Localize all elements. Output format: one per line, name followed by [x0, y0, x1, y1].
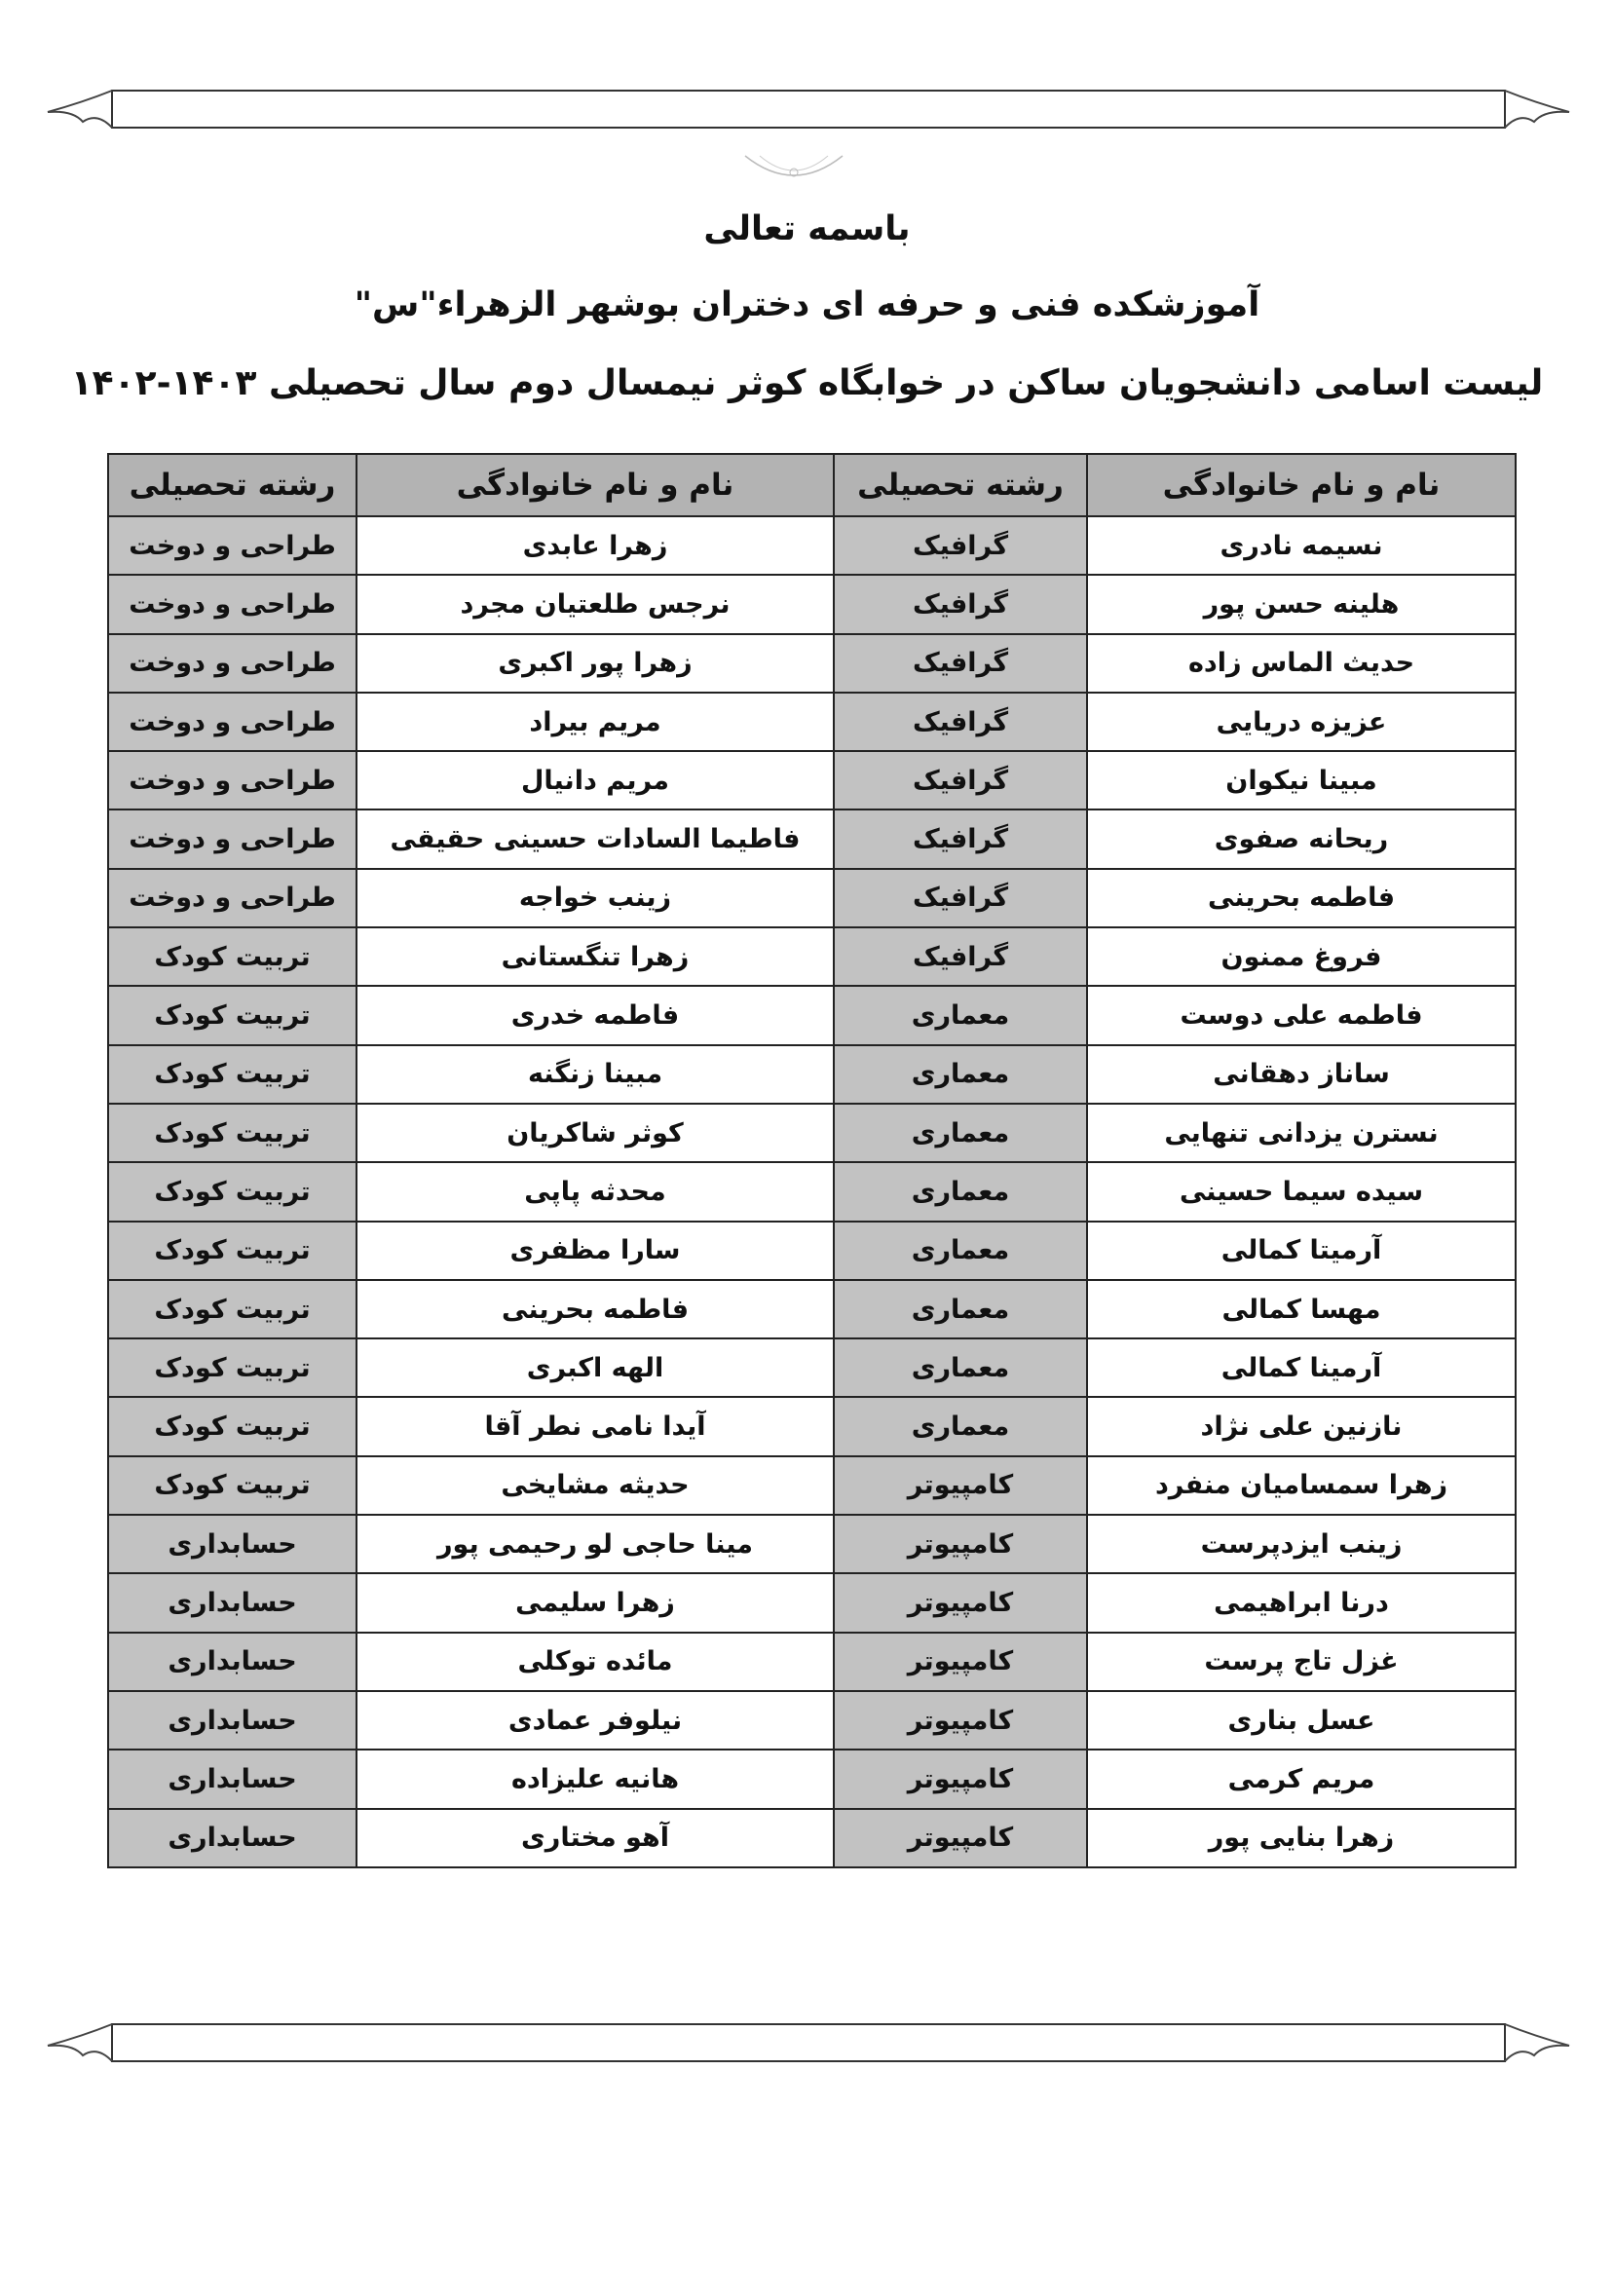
table-row [108, 1691, 1516, 1750]
student-name-1: نازنین علی نژاد [1087, 1397, 1516, 1455]
student-name-1: زهرا سمسامیان منفرد [1087, 1456, 1516, 1515]
student-field-2: حسابداری [108, 1573, 357, 1632]
student-name-1: آرمیتا کمالی [1087, 1222, 1516, 1280]
student-name-1: سیده سیما حسینی [1087, 1162, 1516, 1221]
student-field-1: گرافیک [834, 575, 1087, 633]
student-name-2: مبینا زنگنه [357, 1045, 834, 1104]
table-row [108, 1750, 1516, 1808]
student-field-1: کامپیوتر [834, 1573, 1087, 1632]
student-name-1: عسل بناری [1087, 1691, 1516, 1750]
student-name-1: نسیمه نادری [1087, 516, 1516, 575]
student-name-2: کوثر شاکریان [357, 1104, 834, 1162]
student-field-1: گرافیک [834, 693, 1087, 751]
student-field-2: تربیت کودک [108, 1456, 357, 1515]
table-row [108, 1280, 1516, 1338]
table-row [108, 1162, 1516, 1221]
student-field-2: تربیت کودک [108, 1397, 357, 1455]
student-field-2: تربیت کودک [108, 1162, 357, 1221]
student-field-1: معماری [834, 1162, 1087, 1221]
student-name-1: ساناز دهقانی [1087, 1045, 1516, 1104]
student-field-1: کامپیوتر [834, 1515, 1087, 1573]
table-row [108, 575, 1516, 633]
student-field-1: معماری [834, 1222, 1087, 1280]
student-field-1: معماری [834, 1338, 1087, 1397]
student-name-2: مائده توکلی [357, 1633, 834, 1691]
student-name-2: محدثه پاپی [357, 1162, 834, 1221]
table-row [108, 1104, 1516, 1162]
student-name-2: فاطیما السادات حسینی حقیقی [357, 809, 834, 868]
table-row [108, 1045, 1516, 1104]
student-field-2: تربیت کودک [108, 986, 357, 1044]
student-field-2: تربیت کودک [108, 1045, 357, 1104]
student-name-2: مینا حاجی لو رحیمی پور [357, 1515, 834, 1573]
student-field-1: معماری [834, 1397, 1087, 1455]
student-name-1: فاطمه بحرینی [1087, 869, 1516, 927]
student-name-1: فاطمه علی دوست [1087, 986, 1516, 1044]
student-name-1: زینب ایزدپرست [1087, 1515, 1516, 1573]
student-name-1: زهرا بنایی پور [1087, 1809, 1516, 1867]
table-row [108, 1633, 1516, 1691]
table-row [108, 1573, 1516, 1632]
student-name-1: فروغ ممنون [1087, 927, 1516, 986]
student-field-2: طراحی و دوخت [108, 516, 357, 575]
heading-list-title: لیست اسامی دانشجویان ساکن در خوابگاه کوثر نیمسال دوم سال تحصیلی ۱۴۰۳-۱۴۰۲ [70, 363, 1544, 403]
table-row [108, 1456, 1516, 1515]
student-field-2: طراحی و دوخت [108, 634, 357, 693]
header-name-2: نام و نام خانوادگی [357, 454, 834, 516]
student-name-2: زهرا عابدی [357, 516, 834, 575]
ornament-watermark [740, 151, 847, 195]
table-row [108, 1338, 1516, 1397]
student-name-1: درنا ابراهیمی [1087, 1573, 1516, 1632]
student-field-1: گرافیک [834, 809, 1087, 868]
table-row [108, 927, 1516, 986]
table-header-row [108, 454, 1516, 516]
table-row [108, 1222, 1516, 1280]
header-field-1: رشته تحصیلی [834, 454, 1087, 516]
table-body [108, 516, 1516, 1867]
student-field-1: کامپیوتر [834, 1809, 1087, 1867]
table-row [108, 809, 1516, 868]
table-row [108, 751, 1516, 809]
student-name-2: هانیه علیزاده [357, 1750, 834, 1808]
student-name-2: فاطمه بحرینی [357, 1280, 834, 1338]
student-name-2: نیلوفر عمادی [357, 1691, 834, 1750]
student-field-1: معماری [834, 1280, 1087, 1338]
student-field-1: کامپیوتر [834, 1633, 1087, 1691]
student-name-2: فاطمه خدری [357, 986, 834, 1044]
header-field-2: رشته تحصیلی [108, 454, 357, 516]
student-name-2: آیدا نامی نطر آقا [357, 1397, 834, 1455]
student-field-1: معماری [834, 1104, 1087, 1162]
top-scroll-border [44, 83, 1573, 141]
student-field-1: کامپیوتر [834, 1750, 1087, 1808]
bottom-scroll-border [44, 2016, 1573, 2075]
student-field-2: طراحی و دوخت [108, 751, 357, 809]
table-row [108, 1809, 1516, 1867]
table-row [108, 1397, 1516, 1455]
student-name-2: زینب خواجه [357, 869, 834, 927]
table-row [108, 693, 1516, 751]
student-field-2: حسابداری [108, 1809, 357, 1867]
student-field-2: حسابداری [108, 1691, 357, 1750]
student-name-1: هلینه حسن پور [1087, 575, 1516, 633]
student-roster-table [107, 453, 1517, 1868]
student-name-1: نسترن یزدانی تنهایی [1087, 1104, 1516, 1162]
student-field-1: کامپیوتر [834, 1691, 1087, 1750]
student-field-1: گرافیک [834, 751, 1087, 809]
table-row [108, 516, 1516, 575]
student-field-2: حسابداری [108, 1750, 357, 1808]
student-name-1: عزیزه دریایی [1087, 693, 1516, 751]
student-field-1: گرافیک [834, 869, 1087, 927]
heading-institution: آموزشکده فنی و حرفه ای دختران بوشهر الزهراء"س" [354, 285, 1260, 324]
student-name-2: مریم بیراد [357, 693, 834, 751]
student-name-1: حدیث الماس زاده [1087, 634, 1516, 693]
student-field-1: گرافیک [834, 927, 1087, 986]
student-field-2: طراحی و دوخت [108, 693, 357, 751]
header-name-1: نام و نام خانوادگی [1087, 454, 1516, 516]
student-field-2: طراحی و دوخت [108, 809, 357, 868]
student-name-2: آهو مختاری [357, 1809, 834, 1867]
student-field-2: تربیت کودک [108, 1222, 357, 1280]
student-name-1: ریحانه صفوی [1087, 809, 1516, 868]
student-field-2: تربیت کودک [108, 1338, 357, 1397]
student-name-2: مریم دانیال [357, 751, 834, 809]
student-name-2: زهرا پور اکبری [357, 634, 834, 693]
student-field-1: معماری [834, 986, 1087, 1044]
table-row [108, 869, 1516, 927]
student-name-2: سارا مظفری [357, 1222, 834, 1280]
student-field-2: حسابداری [108, 1633, 357, 1691]
student-name-2: زهرا سلیمی [357, 1573, 834, 1632]
table-row [108, 634, 1516, 693]
student-name-1: مبینا نیکوان [1087, 751, 1516, 809]
student-name-2: زهرا تنگستانی [357, 927, 834, 986]
student-field-2: تربیت کودک [108, 927, 357, 986]
student-field-2: طراحی و دوخت [108, 575, 357, 633]
student-field-1: معماری [834, 1045, 1087, 1104]
student-field-1: کامپیوتر [834, 1456, 1087, 1515]
student-name-2: الهه اکبری [357, 1338, 834, 1397]
student-name-2: نرجس طلعتیان مجرد [357, 575, 834, 633]
student-name-1: غزل تاج پرست [1087, 1633, 1516, 1691]
student-field-2: تربیت کودک [108, 1104, 357, 1162]
student-field-2: طراحی و دوخت [108, 869, 357, 927]
student-name-1: آرمینا کمالی [1087, 1338, 1516, 1397]
student-name-2: حدیثه مشایخی [357, 1456, 834, 1515]
table-row [108, 1515, 1516, 1573]
student-field-1: گرافیک [834, 634, 1087, 693]
student-field-1: گرافیک [834, 516, 1087, 575]
heading-basmala: باسمه تعالی [703, 209, 911, 248]
student-field-2: حسابداری [108, 1515, 357, 1573]
student-field-2: تربیت کودک [108, 1280, 357, 1338]
table-row [108, 986, 1516, 1044]
student-name-1: مریم کرمی [1087, 1750, 1516, 1808]
student-name-1: مهسا کمالی [1087, 1280, 1516, 1338]
